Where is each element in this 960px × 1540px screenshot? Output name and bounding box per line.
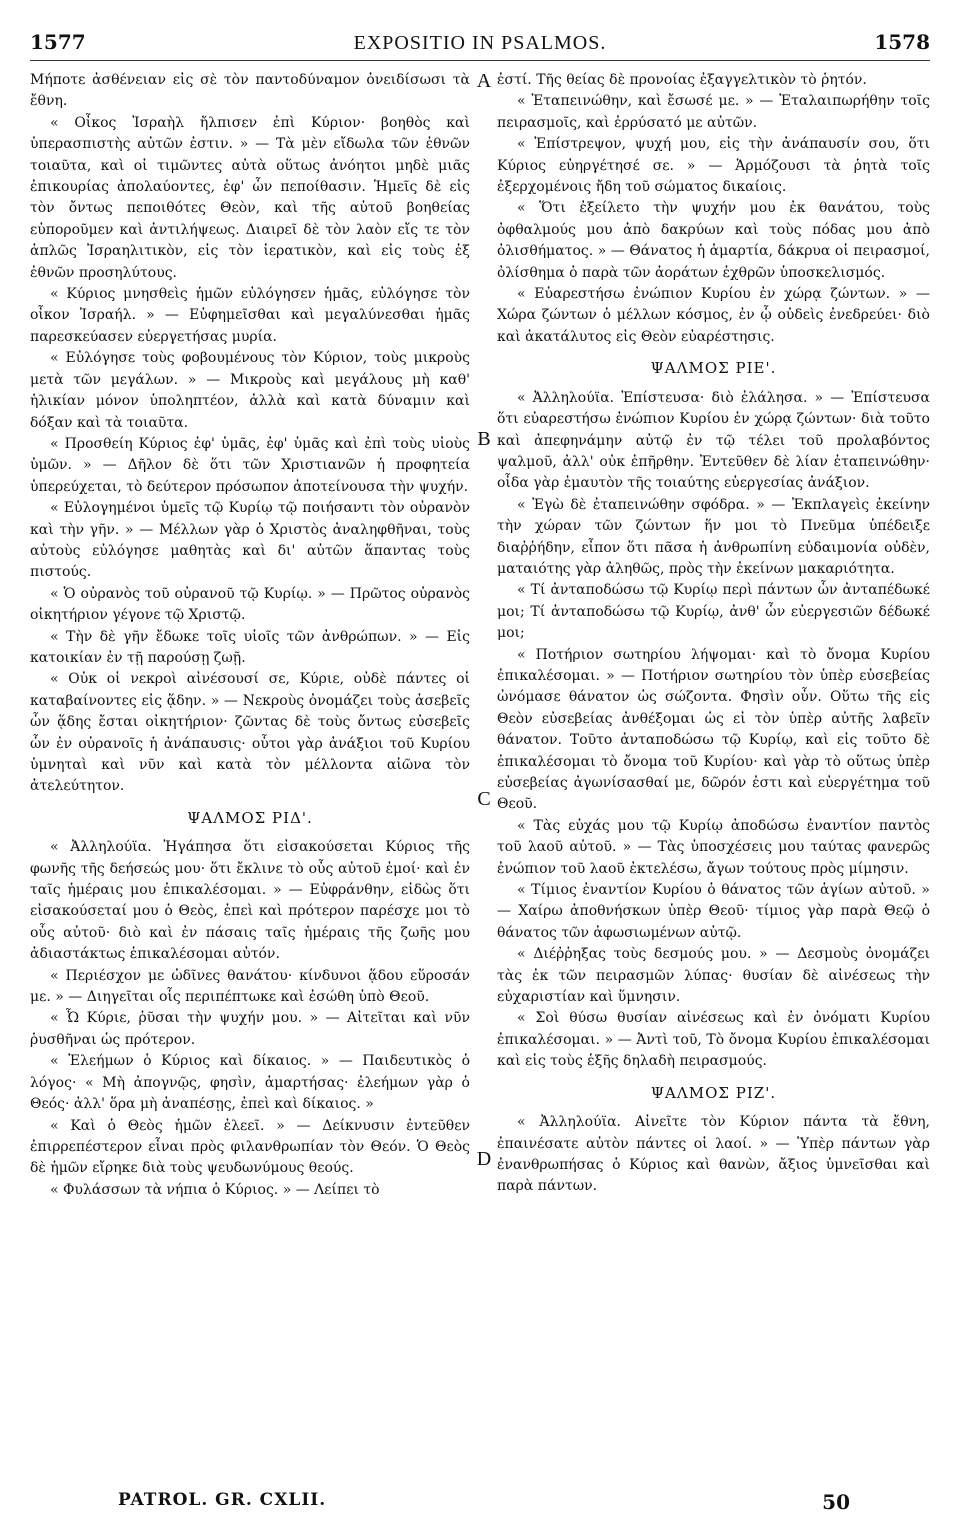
- paragraph: « Ἐλεήμων ὁ Κύριος καὶ δίκαιος. » — Παιδευτικὸς ὁ λόγος· « Μὴ ἀπογνῷς, φησὶν, ἁμαρτήσας· ἐλεήμων γὰρ ὁ Θεός· ἀλλ' ὅρα μὴ ἀναπέσῃς, ἐπεὶ καὶ δίκαιος. »: [30, 1053, 470, 1113]
- psalm-heading: ΨΑΛΜΟΣ ΡΙΔ'.: [187, 808, 313, 827]
- paragraph: « Εὐλόγησε τοὺς φοβουμένους τὸν Κύριον, τοὺς μικροὺς μετὰ τῶν μεγάλων. » — Μικροὺς καὶ μεγάλους μὴ καθ' ἡλικίαν μόνον ὑποληπτέον, ἀλλὰ καὶ κατὰ δύναμιν καὶ δόξαν καὶ τὰ τοιαῦτα.: [30, 350, 470, 431]
- paragraph: « Τὴν δὲ γῆν ἔδωκε τοῖς υἱοῖς τῶν ἀνθρώπων. » — Εἰς κατοικίαν ἐν τῇ παρούσῃ ζωῇ.: [30, 628, 470, 666]
- paragraph: « Τί ἀνταποδώσω τῷ Κυρίῳ περὶ πάντων ὧν ἀνταπέδωκέ μοι; Τί ἀνταποδώσω τῷ Κυρίῳ, ἀνθ' ὧν εὐεργεσιῶν δέδωκέ μοι;: [497, 582, 930, 642]
- paragraph: « Ὁ οὐρανὸς τοῦ οὐρανοῦ τῷ Κυρίῳ. » — Πρῶτος οὐρανὸς οἰκητήριον γέγονε τῷ Χριστῷ.: [30, 585, 470, 624]
- psalm-heading: ΨΑΛΜΟΣ ΡΙΕ'.: [650, 359, 777, 378]
- paragraph: « Ἐγὼ δὲ ἐταπεινώθην σφόδρα. » — Ἐκπλαγεὶς ἐκείνην τὴν χώραν τῶν ζώντων ἥν μοι τὸ Πνεῦμα ὑπέδειξε διαῤῥήδην, εἶπον ὅτι πᾶσα ἡ ἀνθρωπίνη εὐδαιμονία οὐδὲν, ματαιότης γὰρ ἀληθῶς, πρὸς τὴν ἐκείνων μακαριότητα.: [497, 496, 930, 577]
- page-footer: [30, 1490, 930, 1520]
- paragraph: « Ἀλληλούϊα. Ἠγάπησα ὅτι εἰσακούσεται Κύριος τῆς φωνῆς τῆς δεήσεώς μου· ὅτι ἔκλινε τὸ οὖς αὐτοῦ ἐμοί· καὶ ἐν ταῖς ἡμέραις μου ἐπικαλέσομαι. » — Εὐφράνθην, εἰδὼς ὅτι εἰσακούσεταί μου ὁ Θεὸς, ἐπεὶ καὶ πρότερον παρέσχε μοι τὸ οὖς αὐτοῦ· διὸ καὶ ἐν πάσαις ταῖς ἡμέραις τῆς ζωῆς μου ἀδιαστάκτως ἐπικαλέσομαι αὐτόν.: [30, 839, 470, 963]
- psalm-heading: ΨΑΛΜΟΣ ΡΙΖ'.: [650, 1083, 777, 1102]
- paragraph: « Ὅτι ἐξείλετο τὴν ψυχήν μου ἐκ θανάτου, τοὺς ὀφθαλμούς μου ἀπὸ δακρύων καὶ τοὺς πόδας μου ἀπὸ ὀλισθήματος. » — Θάνατος ἡ ἁμαρτία, δάκρυα οἱ πειρασμοί, ὀλίσθημα ὁ παρὰ τῶν ἀοράτων ἐχθρῶν ὑποσκελισμός.: [497, 200, 930, 281]
- gathering-number: 50: [822, 1490, 850, 1514]
- paragraph: « Εὐαρεστήσω ἐνώπιον Κυρίου ἐν χώρᾳ ζώντων. » — Χώρα ζώντων ὁ μέλλων κόσμος, ἐν ᾧ οὐδεὶς ἐνεδρεύει· διὸ καὶ ἀκατάλυτος εἰς Θεὸν εὐαρέστησις.: [497, 286, 930, 345]
- paragraph: « Φυλάσσων τὰ νήπια ὁ Κύριος. » — Λείπει τὸ: [50, 1181, 380, 1198]
- margin-marker-a: A: [476, 70, 492, 92]
- paragraph: « Εὐλογημένοι ὑμεῖς τῷ Κυρίῳ τῷ ποιήσαντι τὸν οὐρανὸν καὶ τὴν γῆν. » — Μέλλων γὰρ ὁ Χριστὸς ἀναληφθῆναι, τοὺς αὐτοὺς εὐλόγησε μαθητὰς καὶ δι' αὐτῶν ἅπαντας τοὺς πιστούς.: [30, 500, 470, 581]
- paragraph: « Ποτήριον σωτηρίου λήψομαι· καὶ τὸ ὄνομα Κυρίου ἐπικαλέσομαι. » — Ποτήριον σωτηρίου τὸν ὑπὲρ εὐσεβείας ὠνόμασε θάνατον ὡς σώζοντα. Φησὶν οὖν. Οὕτω τῆς εἰς Θεὸν εὐσεβείας ἀνθέξομαι ὡς εἰ τὸν ὑπὲρ αὐτῆς λαβεῖν θάνατον. Τοῦτο ἀνταποδώσω τῷ Κυρίῳ, καὶ εἰς τοῦτο δὲ ἐπικαλέσομαι τὸ ὄνομα τοῦ Κυρίου· καὶ γὰρ τὸ οὕτως ὑπὲρ εὐσεβείας ἀγωνίσασθαί με, δῶρόν ἐστι καὶ εὐεργέτημα τοῦ Θεοῦ.: [497, 646, 930, 813]
- paragraph: ἐστί. Τῆς θείας δὲ προνοίας ἐξαγγελτικὸν τὸ ῥητόν.: [497, 72, 867, 88]
- page-header: [30, 30, 930, 61]
- paragraph: « Ἀλληλούϊα. Ἐπίστευσα· διὸ ἐλάλησα. » — Ἐπίστευσα ὅτι εὐαρεστήσω ἐνώπιον Κυρίου ἐν χώρᾳ ζώντων· διὰ τοῦτο καὶ ἀπεφηνάμην αὐτῷ ἐν τῷ τέλει τοῦ προλαβόντος ψαλμοῦ, ἀλλ' οὐκ ἐπῆρθην. Ἐντεῦθεν δὲ λίαν ἐταπεινώθην· οἶδα γὰρ ἐμαυτὸν τῆς τοιαύτης εὐεργεσίας ἀνάξιον.: [497, 389, 930, 492]
- page-number-left: 1577: [30, 30, 86, 54]
- page-number-right: 1578: [874, 30, 930, 54]
- signature-mark: PATROL. GR. CXLII.: [118, 1490, 327, 1510]
- paragraph: « Καὶ ὁ Θεὸς ἡμῶν ἐλεεῖ. » — Δείκνυσιν ἐντεῦθεν ἐπιρρεπέστερον εἶναι πρὸς φιλανθρωπίαν τὸν Θεόν. Ὁ Θεὸς δὲ ἡμῶν εἴρηκε διὰ τοὺς ψευδωνύμους θεούς.: [30, 1117, 470, 1177]
- paragraph: « Σοὶ θύσω θυσίαν αἰνέσεως καὶ ἐν ὀνόματι Κυρίου ἐπικαλέσομαι. » — Ἀντὶ τοῦ, Τὸ ὄνομα Κυρίου ἐπικαλέσομαι καὶ εἰς τοὺς ἑξῆς δηλαδὴ πειρασμούς.: [497, 1010, 930, 1070]
- paragraph: « Περιέσχον με ὠδῖνες θανάτου· κίνδυνοι ᾅδου εὕροσάν με. » — Διηγεῖται οἷς περιπέπτωκε καὶ ἐσώθη ὑπὸ Θεοῦ.: [30, 967, 470, 1006]
- margin-marker-c: C: [477, 788, 491, 810]
- margin-marker-d: D: [476, 1148, 492, 1170]
- paragraph: « Ἐπίστρεψον, ψυχή μου, εἰς τὴν ἀνάπαυσίν σου, ὅτι Κύριος εὐηργέτησέ σε. » — Ἁρμόζουσι τὰ ῥητὰ τοῖς ἐξερχομένοις ἤδη τοῦ σώματος δικαίοις.: [497, 136, 930, 196]
- paragraph: « Κύριος μνησθεὶς ἡμῶν εὐλόγησεν ἡμᾶς, εὐλόγησε τὸν οἶκον Ἰσραήλ. » — Εὐφημεῖσθαι καὶ μεγαλύνεσθαι ἡμᾶς παρεσκεύασεν εὐεργετήσας μυρία.: [30, 286, 470, 345]
- paragraph: « Ἐταπεινώθην, καὶ ἔσωσέ με. » — Ἐταλαιπωρήθην τοῖς πειρασμοῖς, καὶ ἐρρύσατό με αὐτῶν.: [497, 93, 930, 131]
- paragraph: « Ὦ Κύριε, ῥῦσαι τὴν ψυχήν μου. » — Αἰτεῖται καὶ νῦν ῥυσθῆναι ὡς πρότερον.: [30, 1010, 470, 1048]
- margin-marker-b: B: [477, 428, 491, 450]
- left-column: [30, 70, 470, 1480]
- paragraph: « Οὐκ οἱ νεκροὶ αἰνέσουσί σε, Κύριε, οὐδὲ πάντες οἱ καταβαίνοντες εἰς ᾅδην. » — Νεκροὺς ὀνομάζει τοὺς ἀσεβεῖς ὧν ᾅδης ἔσται οἰκητήριον· ζῶντας δὲ τοὺς ὄντως εὐσεβεῖς ὧν ἐν οὐρανοῖς ἡ ἀνάπαυσις· οὗτοι γὰρ ἀνάξιοι τοῦ Κυρίου ὑμνηταὶ καὶ νῦν καὶ κατὰ τὸν μέλλοντα αἰῶνα τὸν ἀτελεύτητον.: [30, 671, 470, 795]
- paragraph: « Ἀλληλούϊα. Αἰνεῖτε τὸν Κύριον πάντα τὰ ἔθνη, ἐπαινέσατε αὐτὸν πάντες οἱ λαοί. » — Ὑπὲρ πάντων γὰρ ἐνανθρωπήσας ὁ Κύριος καὶ θανὼν, ἄξιος ὑμνεῖσθαι καὶ παρὰ πάντων.: [497, 1114, 930, 1195]
- paragraph: Μήποτε ἀσθένειαν εἰς σὲ τὸν παντοδύναμον ὀνειδίσωσι τὰ ἔθνη.: [30, 72, 470, 110]
- paragraph: « Τὰς εὐχάς μου τῷ Κυρίῳ ἀποδώσω ἐναντίον παντὸς τοῦ λαοῦ αὐτοῦ. » — Τὰς ὑποσχέσεις μου ταύτας φανερῶς ἐνώπιον τοῦ λαοῦ ἐκτελέσω, ἄγων τούτους πρὸς μίμησιν.: [497, 817, 930, 877]
- paragraph: « Διέῤῥηξας τοὺς δεσμούς μου. » — Δεσμοὺς ὀνομάζει τὰς ἐκ τῶν πειρασμῶν λύπας· θυσίαν δὲ αἰνέσεως τὴν εὐχαριστίαν καὶ ὕμνησιν.: [497, 946, 930, 1006]
- right-column: [497, 70, 930, 1480]
- running-title: EXPOSITIO IN PSALMOS.: [353, 32, 607, 54]
- paragraph: « Οἶκος Ἰσραὴλ ἤλπισεν ἐπὶ Κύριον· βοηθὸς καὶ ὑπερασπιστὴς αὐτῶν ἐστιν. » — Τὰ μὲν εἴδωλα τῶν ἐθνῶν τοιαῦτα, καὶ οἱ τιμῶντες αὐτὰ οὕτως ἀνόητοι μηδὲ μιᾶς ἐπικουρίας ἀπολαύοντες, ἐφ' ὧν πεποίθασιν. Ἡμεῖς δὲ εἰς τὸν ὄντως πεποιθότες Θεὸν, καὶ τῆς αὐτοῦ βοηθείας εὐποροῦμεν καὶ ἀντιλήψεως. Διαιρεῖ δὲ τὸν λαὸν εἴς τε τὸν ἁπλῶς Ἰσραηλιτικὸν, εἰς τὸν ἱερατικὸν, καὶ εἰς τοὺς ἐξ ἐθνῶν προσηλύτους.: [30, 114, 470, 281]
- paragraph: « Προσθείη Κύριος ἐφ' ὑμᾶς, ἐφ' ὑμᾶς καὶ ἐπὶ τοὺς υἱοὺς ὑμῶν. » — Δῆλον δὲ ὅτι τῶν Χριστιανῶν ἡ προφητεία ὑπερεύχεται, τὸ δεύτερον πρόσωπον ἀποτείνουσα τὴν ψυχήν.: [30, 435, 470, 495]
- paragraph: « Τίμιος ἐναντίον Κυρίου ὁ θάνατος τῶν ἁγίων αὐτοῦ. » — Χαίρω ἀποθνήσκων ὑπὲρ Θεοῦ· τίμιος γὰρ παρὰ Θεῷ ὁ θάνατος τῶν ἀφωσιωμένων αὐτῷ.: [497, 882, 930, 941]
